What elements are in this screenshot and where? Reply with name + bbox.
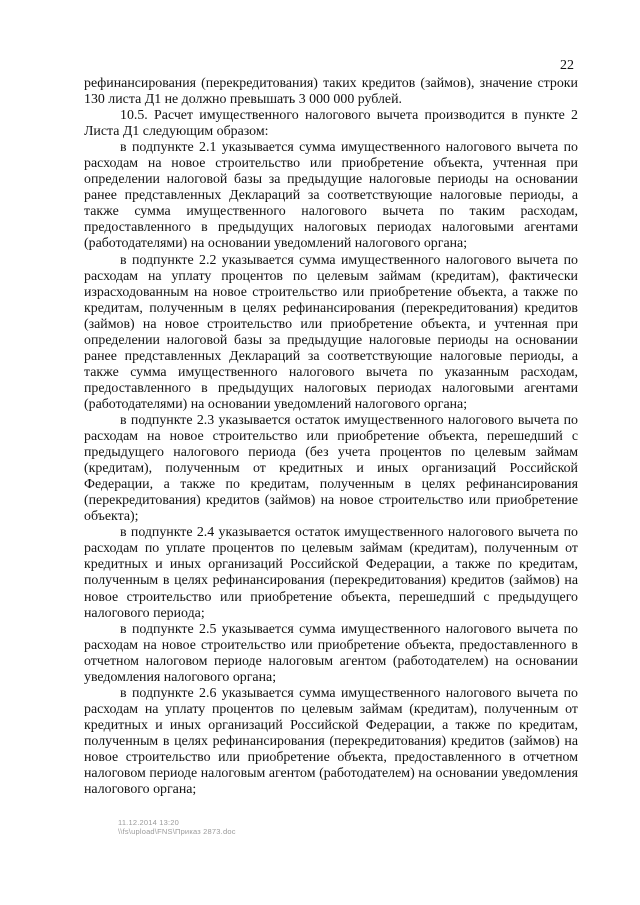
page-number: 22: [560, 58, 574, 73]
paragraph-subitem-2-4: в подпункте 2.4 указывается остаток имущественного налогового вычета по расходам по уплате процентов по целевым займам (кредитам), полученным от кредитных и иных организаций Российской Федерации, а также по кредитам, полученным в целях рефинансирования (перекредитования) кредитов (займов) на новое строительство или приобретение объекта, перешедший с предыдущего налогового периода;: [84, 525, 578, 621]
file-stamp-path: \\fs\upload\FNS\Приказ 2873.doc: [118, 827, 236, 836]
file-stamp: [118, 818, 236, 836]
paragraph-10-5: 10.5. Расчет имущественного налогового вычета производится в пункте 2 Листа Д1 следующим образом:: [84, 108, 578, 140]
paragraph-subitem-2-1: в подпункте 2.1 указывается сумма имущественного налогового вычета по расходам на новое строительство или приобретение объекта, учтенная при определении налоговой базы за предыдущие налоговые периоды на основании ранее представленных Деклараций за соответствующие налоговые периоды, а также сумма имущественного налогового вычета по таким расходам, предоставленного в предыдущих налоговых периодах налоговыми агентами (работодателями) на основании уведомлений налогового органа;: [84, 140, 578, 252]
paragraph-continuation: рефинансирования (перекредитования) таких кредитов (займов), значение строки 130 листа Д1 не должно превышать 3 000 000 рублей.: [84, 76, 578, 108]
file-stamp-date: 11.12.2014 13:20: [118, 818, 180, 827]
paragraph-subitem-2-5: в подпункте 2.5 указывается сумма имущественного налогового вычета по расходам на новое строительство или приобретение объекта, предоставленного в отчетном налоговом периоде налоговым агентом (работодателем) на основании уведомления налогового органа;: [84, 621, 578, 685]
paragraph-subitem-2-6: в подпункте 2.6 указывается сумма имущественного налогового вычета по расходам на уплату процентов по целевым займам (кредитам), полученным от кредитных и иных организаций Российской Федерации, а также по кредитам, полученным в целях рефинансирования (перекредитования) кредитов (займов) на новое строительство или приобретение объекта, предоставленного в отчетном налоговом периоде налоговым агентом (работодателем) на основании уведомления налогового органа;: [84, 685, 578, 798]
document-body: [84, 76, 578, 798]
paragraph-subitem-2-3: в подпункте 2.3 указывается остаток имущественного налогового вычета по расходам на новое строительство или приобретение объекта, перешедший с предыдущего налогового периода (без учета процентов по целевым займам (кредитам), полученным от кредитных и иных организаций Российской Федерации, а также по кредитам, полученным в целях рефинансирования (перекредитования) кредитов (займов) на новое строительство или приобретение объекта);: [84, 412, 578, 525]
paragraph-subitem-2-2: в подпункте 2.2 указывается сумма имущественного налогового вычета по расходам на уплату процентов по целевым займам (кредитам), фактически израсходованным на новое строительство или приобретение объекта, а также по кредитам, полученным в целях рефинансирования (перекредитования) кредитов (займов) на новое строительство или приобретение объекта, и учтенная при определении налоговой базы за предыдущие налоговые периоды на основании ранее представленных Деклараций за соответствующие налоговые периоды, а также сумма имущественного налогового вычета по указанным расходам, предоставленного в предыдущих налоговых периодах налоговыми агентами (работодателями) на основании уведомлений налогового органа;: [84, 252, 578, 412]
